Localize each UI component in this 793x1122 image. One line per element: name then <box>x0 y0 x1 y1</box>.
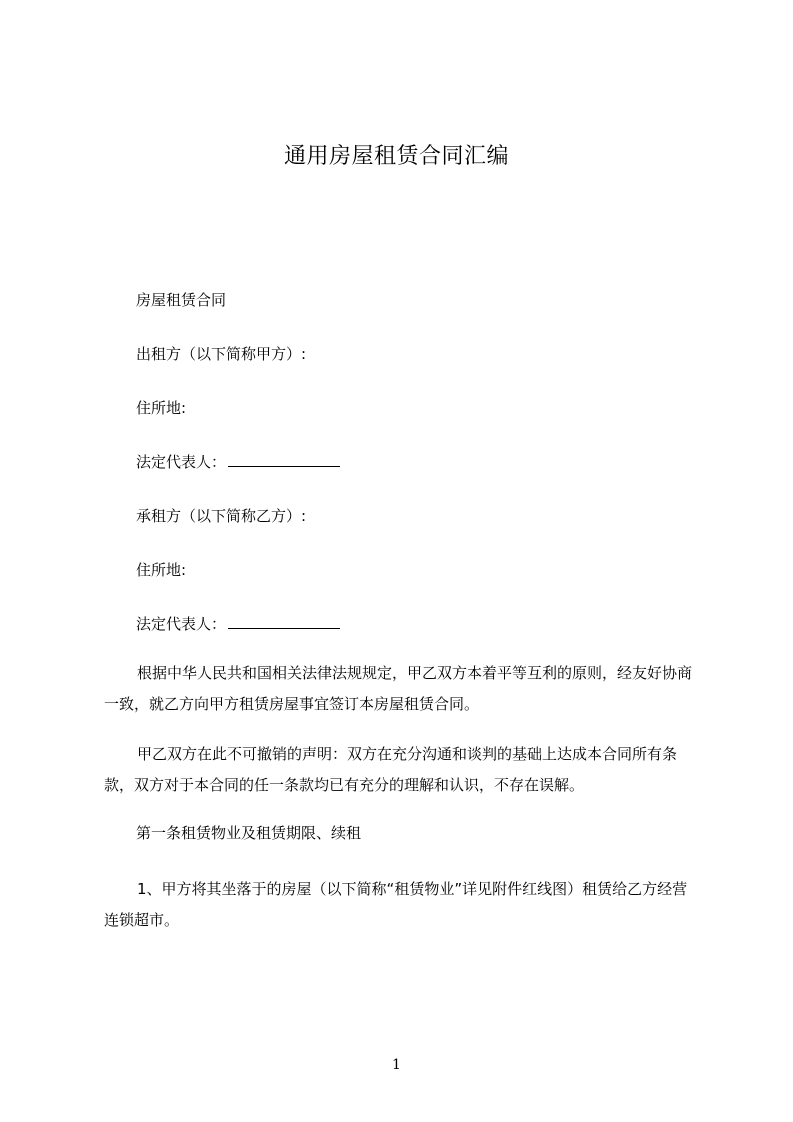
page-number: 1 <box>392 1057 401 1073</box>
lessee-line: 承租方（以下简称乙方）: <box>136 507 307 525</box>
lessee-address-line: 住所地: <box>136 561 187 579</box>
lessee-representative-line <box>136 614 340 634</box>
contract-name: 房屋租赁合同 <box>136 291 227 309</box>
lessee-representative-label: 法定代表人： <box>136 615 227 633</box>
basis-paragraph: 根据中华人民共和国相关法律法规规定，甲乙双方本着平等互利的原则，经友好协商一致，就乙方向甲方租赁房屋事宜签订本房屋租赁合同。 <box>104 664 693 713</box>
document-title: 通用房屋租赁合同汇编 <box>283 144 509 169</box>
article-one-heading: 第一条租赁物业及租赁期限、续租 <box>136 824 362 842</box>
lessor-line: 出租方（以下简称甲方）: <box>136 345 307 363</box>
lessor-representative-blank <box>228 453 340 467</box>
clause-one-paragraph: 1、甲方将其坐落于的房屋（以下简称“租赁物业”详见附件红线图）租赁给乙方经营连锁超市。 <box>104 880 688 929</box>
lessee-representative-blank <box>228 615 340 629</box>
lessor-representative-label: 法定代表人： <box>136 453 227 471</box>
declaration-paragraph: 甲乙双方在此不可撤销的声明：双方在充分沟通和谈判的基础上达成本合同所有条款，双方对于本合同的任一条款均已有充分的理解和认识，不存在误解。 <box>104 745 678 794</box>
lessor-representative-line <box>136 452 340 472</box>
lessor-address-line: 住所地: <box>136 399 187 417</box>
